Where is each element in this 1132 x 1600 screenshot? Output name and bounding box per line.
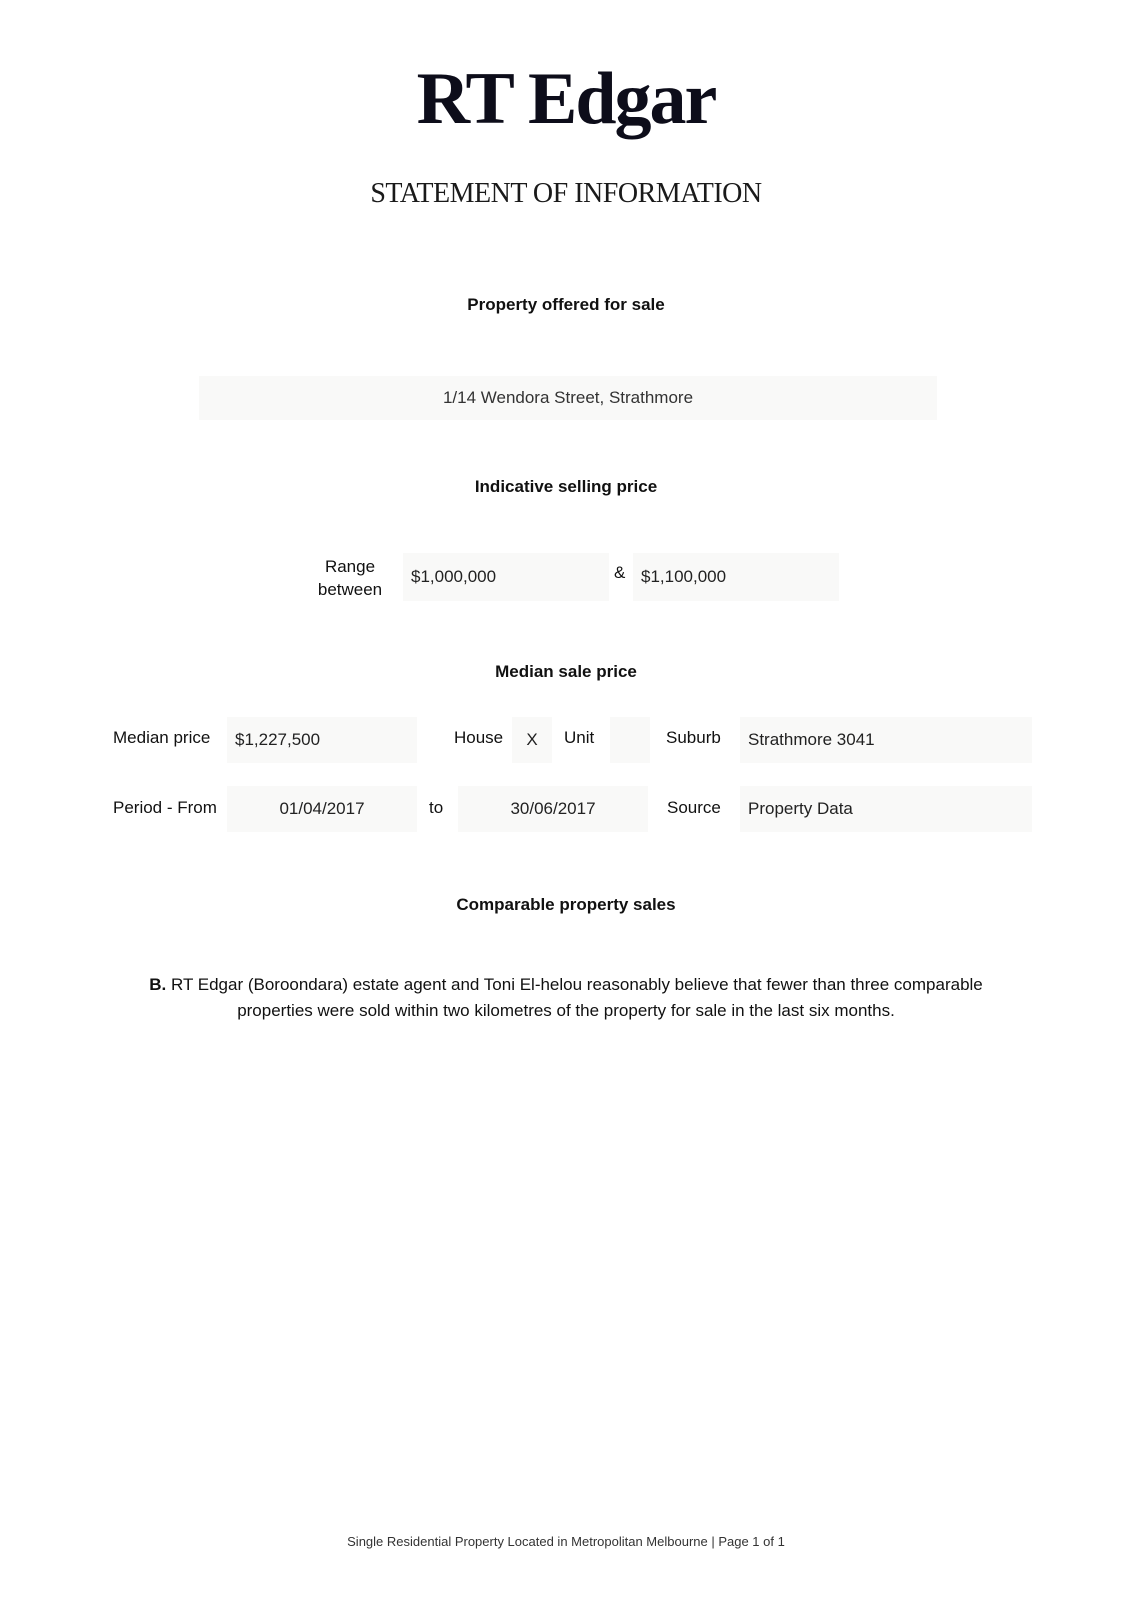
period-from-field: 01/04/2017 <box>227 786 417 832</box>
suburb-label: Suburb <box>666 728 721 747</box>
price-low-field: $1,000,000 <box>403 553 609 601</box>
period-from-label: Period - From <box>113 798 217 817</box>
statement-text: RT Edgar (Boroondara) estate agent and Toni El-helou reasonably believe that fewer than three comparable properties were sold within two kilometres of the property for sale in the last six months. <box>170 975 983 1020</box>
range-label-line1: Range <box>324 557 376 576</box>
median-price-field: $1,227,500 <box>227 717 417 763</box>
source-label: Source <box>667 798 721 817</box>
price-heading: Indicative selling price <box>474 477 658 496</box>
median-price-label: Median price <box>113 728 211 747</box>
unit-label: Unit <box>564 728 595 747</box>
property-address: 1/14 Wendora Street, Strathmore <box>199 376 937 420</box>
house-label: House <box>454 728 504 747</box>
source-field: Property Data <box>740 786 1032 832</box>
range-label-line2: between <box>317 580 383 599</box>
document-title: STATEMENT OF INFORMATION <box>370 178 762 209</box>
price-separator: & <box>614 563 626 582</box>
house-checkbox: X <box>512 717 552 763</box>
comparable-statement <box>120 972 1012 1024</box>
brand-logo: RT Edgar <box>416 58 716 140</box>
comparable-heading: Comparable property sales <box>456 895 676 914</box>
period-to-label: to <box>429 798 444 817</box>
range-label <box>310 555 390 601</box>
property-heading: Property offered for sale <box>467 295 665 314</box>
period-to-field: 30/06/2017 <box>458 786 648 832</box>
suburb-field: Strathmore 3041 <box>740 717 1032 763</box>
median-heading: Median sale price <box>495 662 637 681</box>
page-footer: Single Residential Property Located in Metropolitan Melbourne | Page 1 of 1 <box>347 1534 785 1549</box>
price-high-field: $1,100,000 <box>633 553 839 601</box>
unit-checkbox <box>610 717 650 763</box>
statement-marker: B. <box>149 975 167 994</box>
